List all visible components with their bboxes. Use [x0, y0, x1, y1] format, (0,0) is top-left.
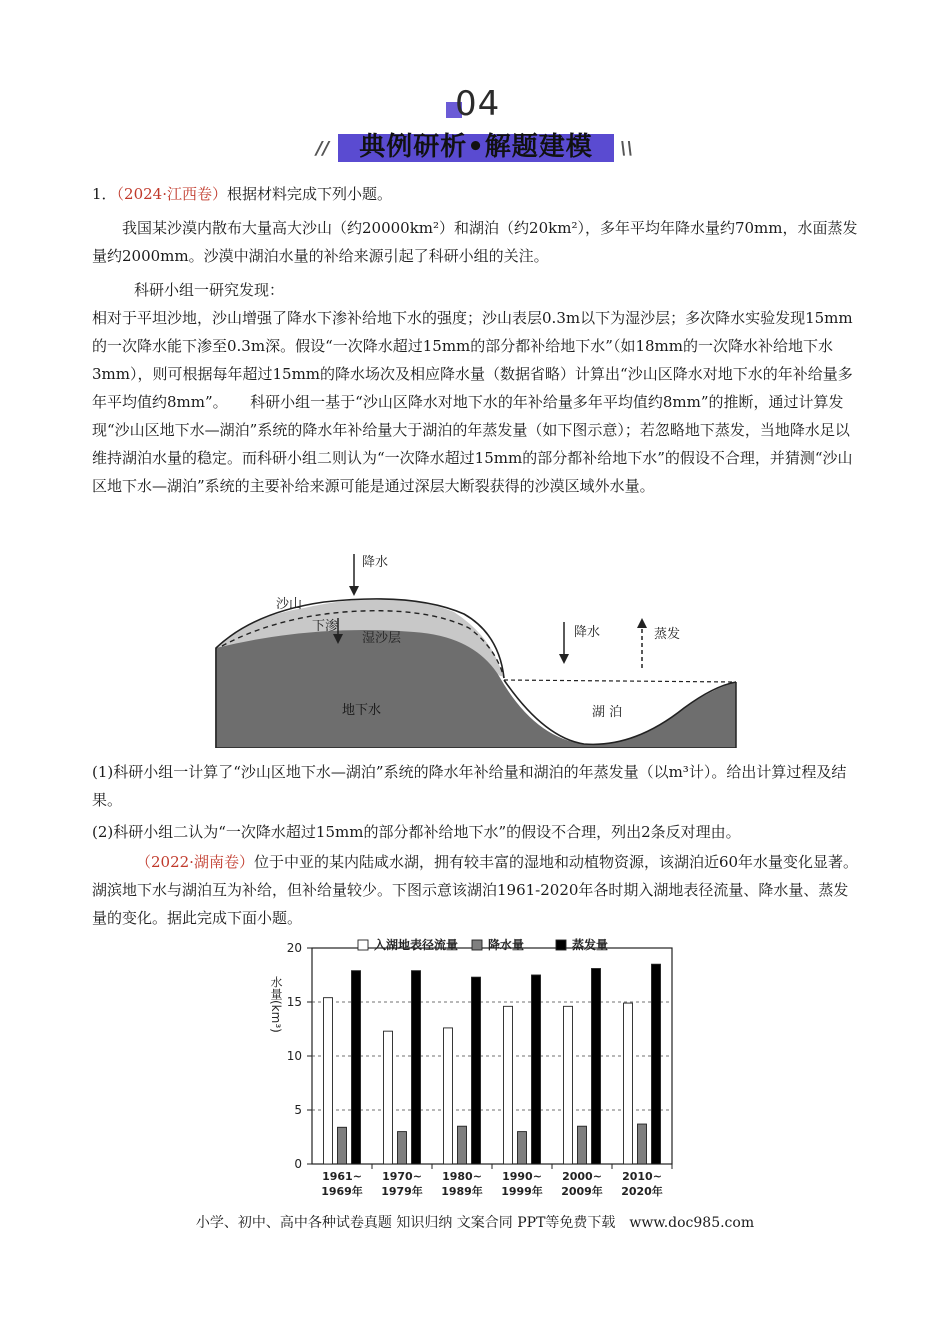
material-paragraph-2-head: 科研小组一研究发现： [134, 281, 285, 299]
bar-precip [398, 1132, 407, 1164]
label-groundwater: 地下水 [342, 703, 382, 718]
question-number: 1． [92, 185, 117, 203]
x-tick-label: 1961~ [322, 1170, 362, 1183]
bar-precip [638, 1124, 647, 1164]
material-paragraph-2 [92, 276, 862, 500]
y-tick-label: 0 [294, 1157, 302, 1171]
material-paragraph-1: 我国某沙漠内散布大量高大沙山（约20000km²）和湖泊（约20km²），多年平均年降水量约70mm，水面蒸发量约2000mm。沙漠中湖泊水量的补给来源引起了科研小组的关注。 [92, 219, 858, 265]
x-tick-label: 2010~ [622, 1170, 662, 1183]
y-tick-label: 10 [286, 1049, 302, 1063]
footer-text: 小学、初中、高中各种试卷真题 知识归纳 文案合同 PPT等免费下载 www.doc985.com [195, 1215, 755, 1231]
x-tick-label: 1969年 [321, 1185, 363, 1198]
question-2-text: 位于中亚的某内陆咸水湖，拥有较丰富的湿地和动植物资源，该湖泊近60年水量变化显著。湖滨地下水与湖泊互为补给，但补给量较少。下图示意该湖泊1961-2020年各时期入湖地表径流量、降水量、蒸发量的变化。据此完成下面小题。 [92, 853, 859, 927]
bar-evap [652, 964, 661, 1164]
sub-question-1: (1)科研小组一计算了“沙山区地下水—湖泊”系统的降水年补给量和湖泊的年蒸发量（以m³计）。给出计算过程及结果。 [92, 763, 847, 809]
bar-runoff [324, 998, 333, 1164]
x-tick-label: 2009年 [561, 1185, 603, 1198]
bar-runoff [624, 1003, 633, 1164]
bar-runoff [504, 1006, 513, 1164]
label-evap: 蒸发 [654, 627, 681, 642]
y-tick-label: 20 [286, 941, 302, 955]
label-precip-lake: 降水 [574, 625, 601, 640]
label-wet-sand: 湿沙层 [362, 631, 402, 646]
y-tick-label: 15 [286, 995, 302, 1009]
bar-runoff [444, 1028, 453, 1164]
bar-runoff [384, 1031, 393, 1164]
y-axis-label: 水量(km³) [269, 976, 283, 1033]
sub-question-2: (2)科研小组二认为“一次降水超过15mm的部分都补给地下水”的假设不合理，列出2条反对理由。 [92, 823, 741, 841]
bar-precip [578, 1126, 587, 1164]
bar-precip [458, 1126, 467, 1164]
header-deco-right: \\ [620, 138, 634, 159]
x-tick-label: 1970~ [382, 1170, 422, 1183]
label-infiltrate: 下渗 [312, 619, 339, 634]
x-tick-label: 1990~ [502, 1170, 542, 1183]
x-tick-label: 2000~ [562, 1170, 602, 1183]
bar-evap [532, 975, 541, 1164]
legend-label: 入湖地表径流量 [374, 938, 459, 952]
question-source: （2024·江西卷） [116, 185, 227, 203]
x-tick-label: 1979年 [381, 1185, 423, 1198]
legend-swatch [358, 940, 368, 950]
header-deco-left: // [316, 138, 330, 159]
x-tick-label: 1999年 [501, 1185, 543, 1198]
question-1-heading [92, 180, 862, 208]
legend-swatch [472, 940, 482, 950]
bar-evap [412, 971, 421, 1164]
label-sand-hill: 沙山 [276, 597, 303, 612]
bar-evap [592, 969, 601, 1164]
x-tick-label: 1989年 [441, 1185, 483, 1198]
question-prompt: 根据材料完成下列小题。 [227, 185, 393, 203]
cross-section-diagram [214, 548, 738, 748]
header-number: 04 [455, 84, 501, 124]
bar-evap [352, 971, 361, 1164]
question-2-material [92, 848, 862, 932]
y-tick-label: 5 [294, 1103, 302, 1117]
material-paragraph-2-body: 相对于平坦沙地，沙山增强了降水下渗补给地下水的强度；沙山表层0.3m以下为湿沙层；多次降水实验发现15mm的一次降水能下渗至0.3m深。假设“一次降水超过15mm的部分都补给地下水”（如18mm的一次降水补给地下水3mm），则可根据每年超过15mm的降水场次及相应降水量（数据省略）计算出“沙山区降水对地下水的年补给量多年平均值约8mm”。 科研小组一基于“沙山区降水对地下水的年补给量多年平均值约8mm”的推断，通过计算发现“沙山区地下水—湖泊”系统的降水年补给量大于湖泊的年蒸发量（如下图示意）；若忽略地下蒸发，当地降水足以维持湖泊水量的稳定。而科研小组二则认为“一次降水超过15mm的部分都补给地下水”的假设不合理，并猜测“沙山区地下水—湖泊”系统的主要补给来源可能是通过深层大断裂获得的沙漠区域外水量。 [92, 309, 853, 495]
bar-precip [518, 1132, 527, 1164]
bar-precip [338, 1127, 347, 1164]
bar-evap [472, 977, 481, 1164]
legend-label: 降水量 [488, 938, 525, 952]
question-2-source: （2022·湖南卷） [136, 853, 254, 871]
water-volume-bar-chart [262, 936, 692, 1202]
bar-runoff [564, 1006, 573, 1164]
label-precip-top: 降水 [362, 555, 389, 570]
x-tick-label: 1980~ [442, 1170, 482, 1183]
legend-swatch [556, 940, 566, 950]
label-lake: 湖 泊 [592, 705, 623, 720]
x-tick-label: 2020年 [621, 1185, 663, 1198]
header-title: 典例研析•解题建模 [359, 132, 593, 162]
legend-label: 蒸发量 [572, 938, 609, 952]
